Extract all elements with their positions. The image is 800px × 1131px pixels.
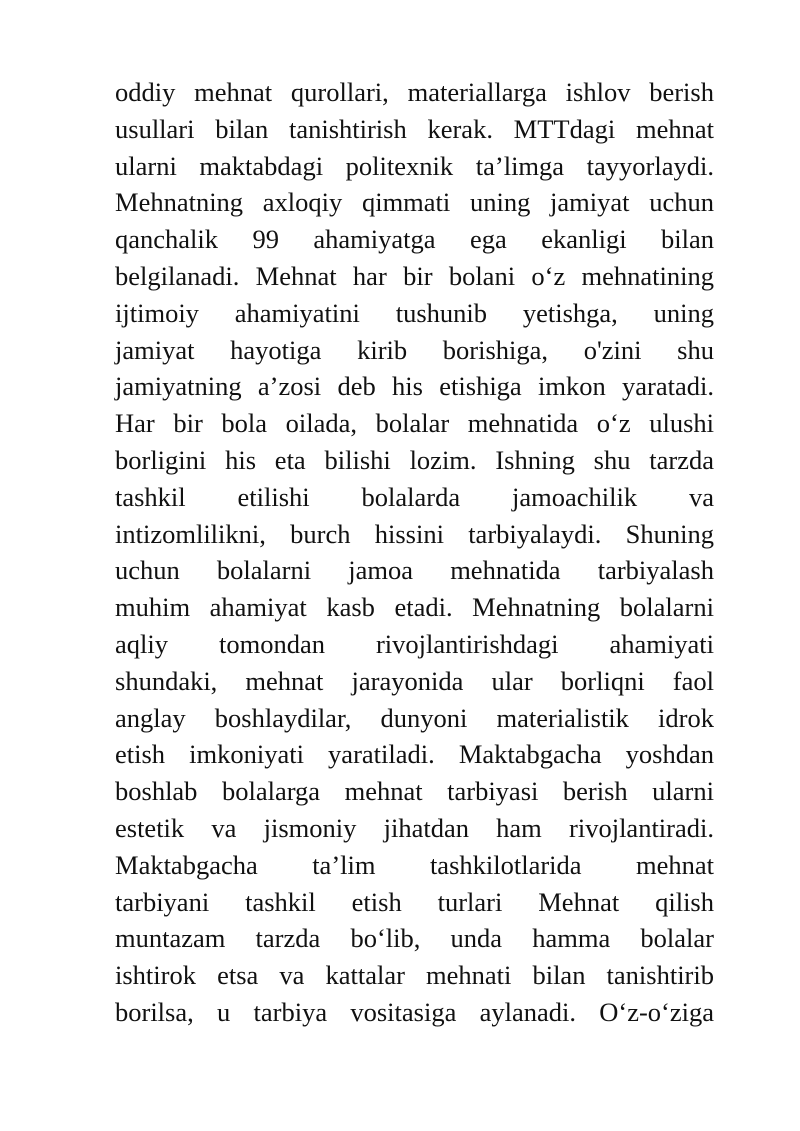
text-line: aqliy tomondan rivojlantirishdagi ahamiyati (115, 628, 714, 659)
document-page (115, 74, 714, 1031)
text-line: boshlab bolalarga mehnat tarbiyasi berish ularni (115, 776, 714, 807)
text-line: ijtimoiy ahamiyatini tushunib yetishga, uning (115, 297, 714, 328)
text-line: Mehnatning axloqiy qimmati uning jamiyat uchun (115, 187, 714, 218)
text-line: estetik va jismoniy jihatdan ham rivojlantiradi. (115, 812, 714, 843)
text-line: Har bir bola oilada, bolalar mehnatida o‘z ulushi (115, 408, 714, 439)
text-line: shundaki, mehnat jarayonida ular borliqni faol (115, 665, 714, 696)
text-line: jamiyat hayotiga kirib borishiga, o'zini shu (115, 334, 714, 365)
text-line: tashkil etilishi bolalarda jamoachilik va (115, 481, 714, 512)
text-line: ularni maktabdagi politexnik ta’limga tayyorlaydi. (115, 150, 714, 181)
text-line: anglay boshlaydilar, dunyoni materialistik idrok (115, 702, 714, 733)
text-line: ishtirok etsa va kattalar mehnati bilan tanishtirib (115, 960, 714, 991)
text-line: jamiyatning a’zosi deb his etishiga imkon yaratadi. (115, 371, 714, 402)
text-line: muntazam tarzda bo‘lib, unda hamma bolalar (115, 923, 714, 954)
text-line: borilsa, u tarbiya vositasiga aylanadi. O‘z-o‘ziga (115, 996, 714, 1027)
text-line: Maktabgacha ta’lim tashkilotlarida mehnat (115, 849, 714, 880)
text-line: qanchalik 99 ahamiyatga ega ekanligi bilan (115, 224, 714, 255)
text-line: borligini his eta bilishi lozim. Ishning shu tarzda (115, 444, 714, 475)
text-line: etish imkoniyati yaratiladi. Maktabgacha yoshdan (115, 739, 714, 770)
text-line: oddiy mehnat qurollari, materiallarga ishlov berish (115, 77, 714, 107)
text-line: uchun bolalarni jamoa mehnatida tarbiyalash (115, 555, 714, 586)
text-line: tarbiyani tashkil etish turlari Mehnat qilish (115, 886, 714, 917)
text-line: muhim ahamiyat kasb etadi. Mehnatning bolalarni (115, 592, 714, 623)
text-line: belgilanadi. Mehnat har bir bolani o‘z mehnatining (115, 260, 714, 291)
text-line: usullari bilan tanishtirish kerak. MTTdagi mehnat (115, 113, 714, 144)
body-paragraph (115, 74, 714, 1031)
text-line: intizomlilikni, burch hissini tarbiyalaydi. Shuning (115, 518, 714, 549)
